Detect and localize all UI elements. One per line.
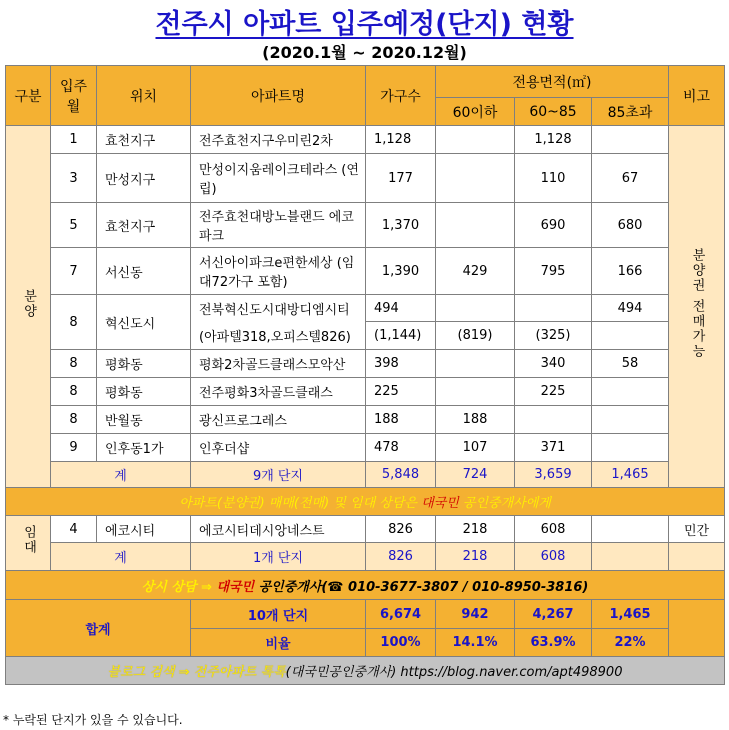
category-rental: 임대 <box>6 516 51 571</box>
header-area-60-85: 60~85 <box>515 98 592 126</box>
sale-subtotal-row: 계 9개 단지 5,848 724 3,659 1,465 <box>6 462 725 488</box>
apartment-table <box>5 65 725 685</box>
table-row: 8 혁신도시 전북혁신도시대방디엠시티 494 494 <box>6 295 725 322</box>
header-remarks: 비고 <box>669 66 725 126</box>
blog-banner: 블로그 검색 ⇒ 전주아파트 톡톡(대국민공인중개사) https://blog.naver.com/apt498900 <box>6 657 725 685</box>
footnote: * 누락된 단지가 있을 수 있습니다. <box>3 713 183 727</box>
table-row: 9 인후동1가 인후더샵 478 107 371 <box>6 434 725 462</box>
table-row: 분양 1 효천지구 전주효천지구우미린2차 1,128 1,128 분양권 전매가능 <box>6 126 725 154</box>
header-area-60: 60이하 <box>436 98 515 126</box>
rental-subtotal-row: 계 1개 단지 826 218 608 <box>6 543 725 571</box>
table-row: 7 서신동 서신아이파크e편한세상 (임대72가구 포함) 1,390 429 795 166 <box>6 248 725 295</box>
table-row: 8 평화동 전주평화3차골드클래스 225 225 <box>6 378 725 406</box>
table-row: 8 반월동 광신프로그레스 188 188 <box>6 406 725 434</box>
consult-banner: 아파트(분양권) 매매(전매) 및 임대 상담은 대국민 공인중개사에게 <box>6 488 725 516</box>
total-row: 합계 10개 단지 6,674 942 4,267 1,465 <box>6 600 725 629</box>
header-households: 가구수 <box>366 66 436 126</box>
header-category: 구분 <box>6 66 51 126</box>
table-row: 임대 4 에코시티 에코시티데시앙네스트 826 218 608 민간 <box>6 516 725 543</box>
header-apt-name: 아파트명 <box>191 66 366 126</box>
table-row: (아파텔318,오피스텔826) (1,144) (819) (325) <box>6 322 725 350</box>
header-location: 위치 <box>97 66 191 126</box>
period-label: (2020.1월 ~ 2020.12월) <box>262 43 467 62</box>
table-row: 5 효천지구 전주효천대방노블랜드 에코파크 1,370 690 680 <box>6 203 725 248</box>
contact-banner: 상시 상담 ⇒ 대국민 공인중개사(☎ 010-3677-3807 / 010-8950-3816) <box>6 571 725 600</box>
total-label: 합계 <box>6 600 191 657</box>
table-row: 8 평화동 평화2차골드클래스모악산 398 340 58 <box>6 350 725 378</box>
page-title: 전주시 아파트 입주예정(단지) 현황 <box>155 9 574 40</box>
ratio-row: 비율 100% 14.1% 63.9% 22% <box>6 629 725 657</box>
header-area-85: 85초과 <box>592 98 669 126</box>
header-month: 입주월 <box>51 66 97 126</box>
category-sale: 분양 <box>6 126 51 488</box>
remark-sale: 분양권 전매가능 <box>669 126 725 488</box>
header-area: 전용면적(㎡) <box>436 66 669 98</box>
table-row: 3 만성지구 만성이지움레이크테라스 (연립) 177 110 67 <box>6 154 725 203</box>
